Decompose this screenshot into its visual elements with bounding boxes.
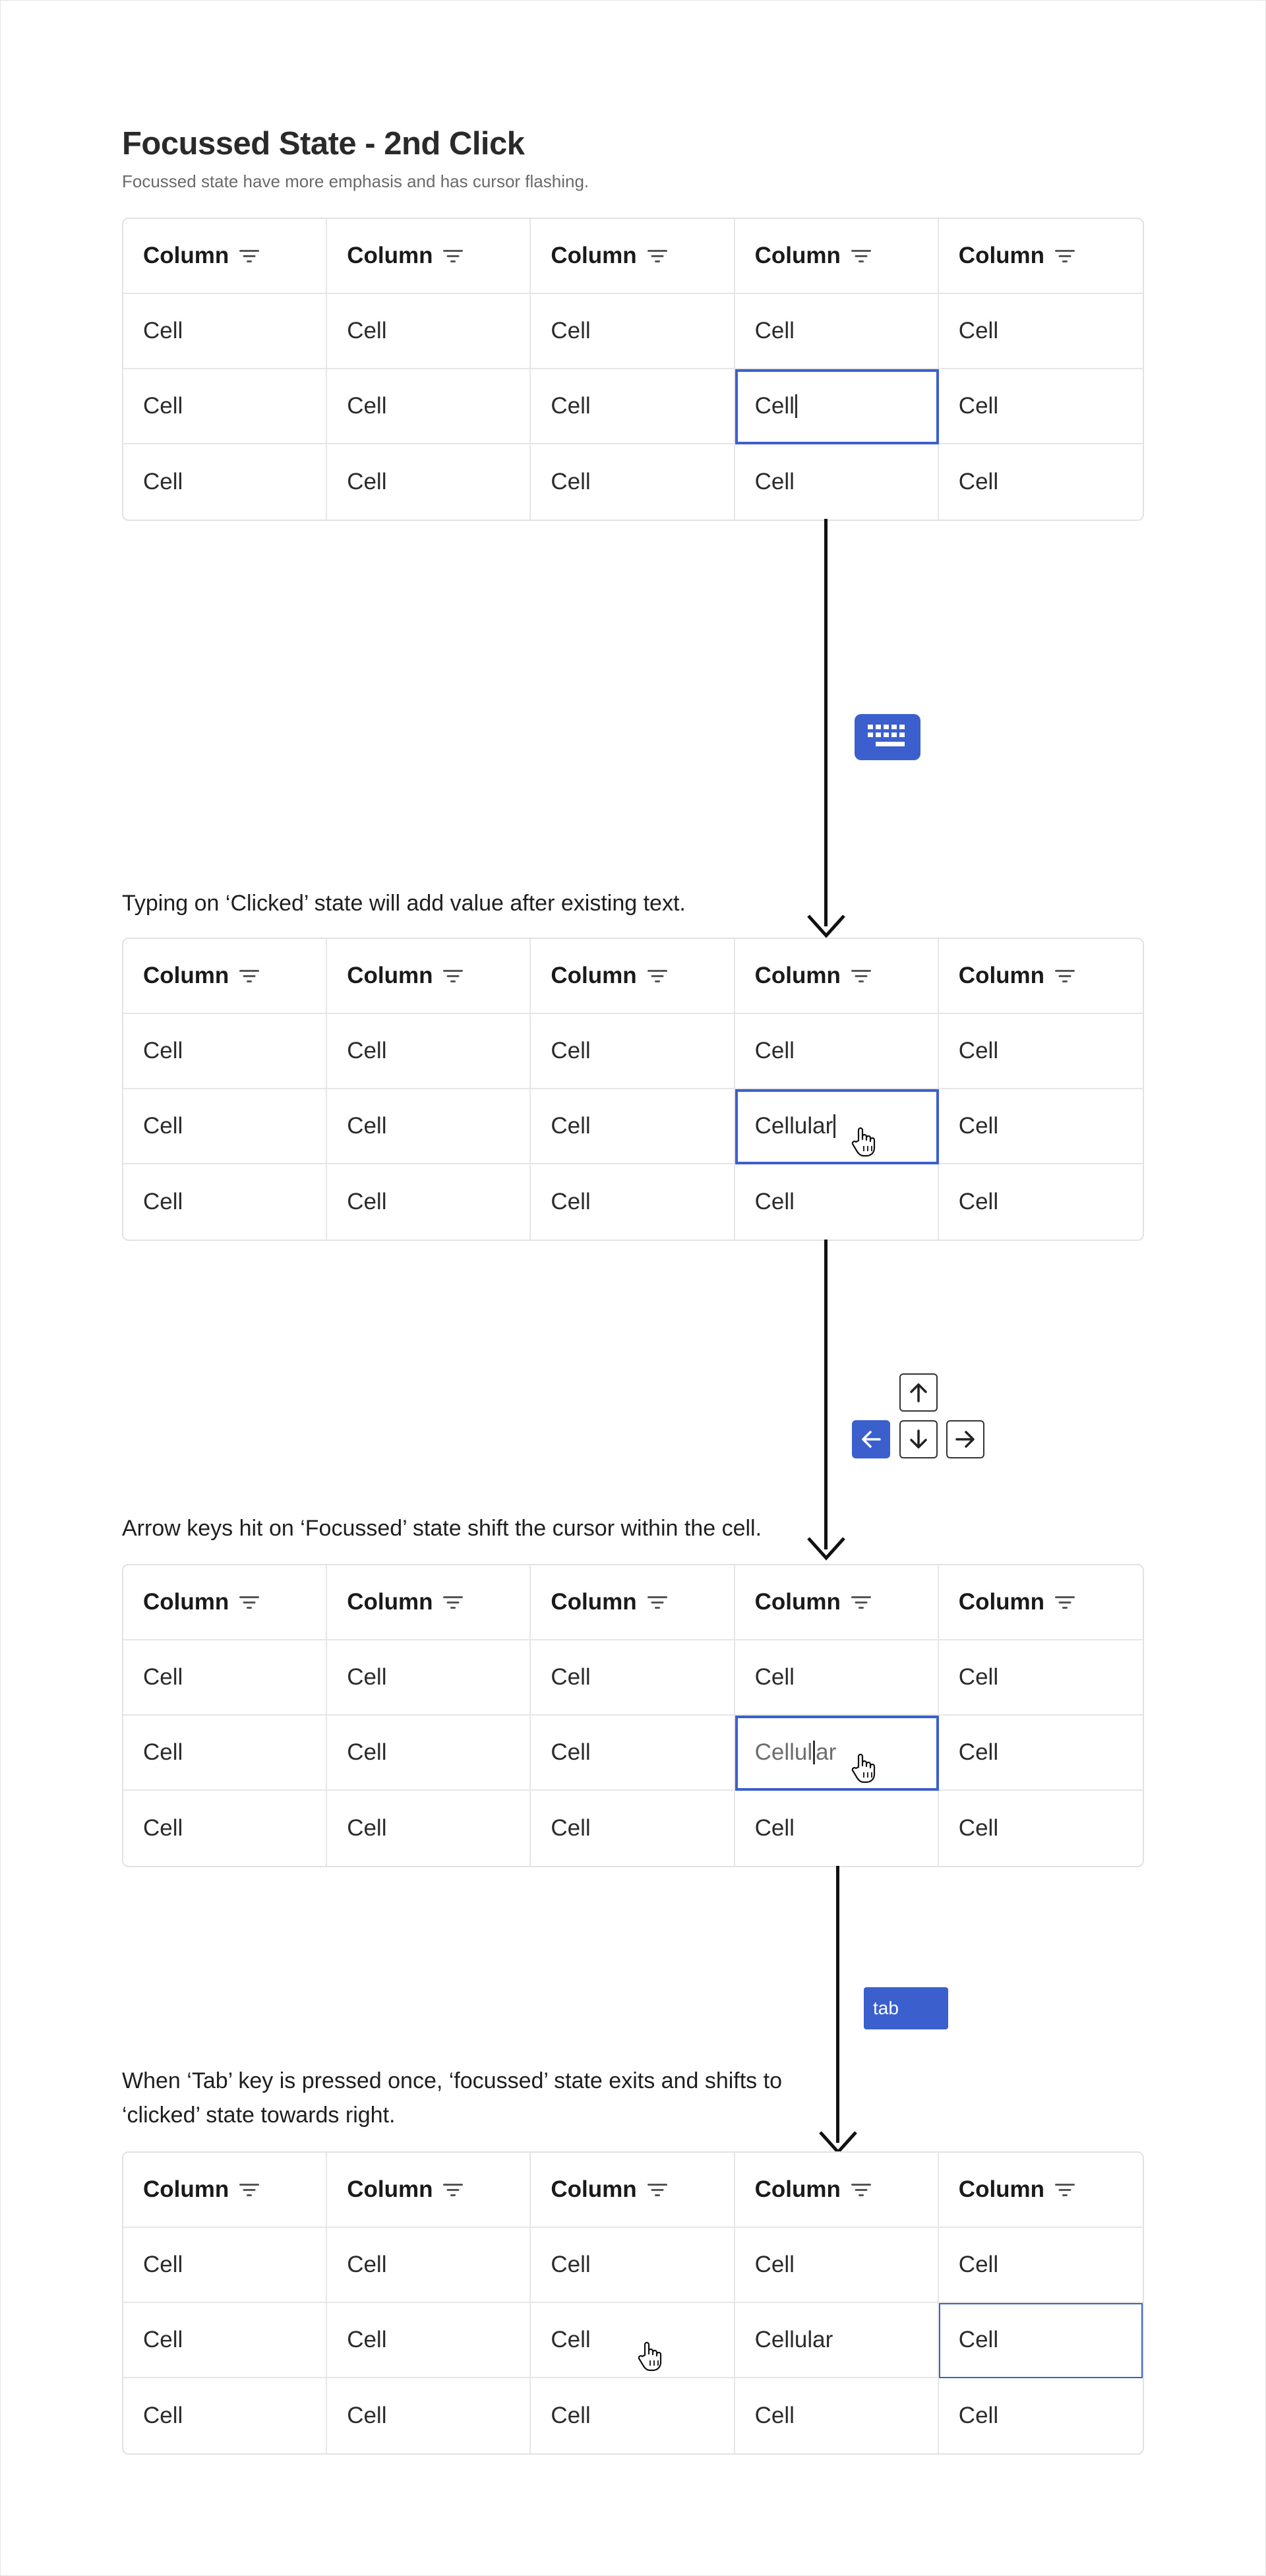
table-cell[interactable] [327, 369, 531, 444]
cell-text: Cell [143, 393, 183, 419]
column-header-label: Column [347, 1589, 433, 1615]
table-cell[interactable] [327, 1164, 531, 1240]
caption-typing: Typing on ‘Clicked’ state will add value after existing text. [122, 891, 686, 916]
filter-icon[interactable] [1055, 969, 1075, 982]
flow-arrow-line [824, 519, 828, 926]
cell-text: Cell [551, 2403, 591, 2428]
cell-text: Cell [551, 393, 591, 419]
arrow-left-key-icon [852, 1420, 890, 1458]
table-cell-selected[interactable] [939, 2303, 1143, 2378]
page-subtitle: Focussed state have more emphasis and has cursor flashing. [122, 171, 589, 191]
table-cell[interactable] [735, 1791, 939, 1866]
cell-text: Cell [551, 1739, 591, 1765]
column-header-label: Column [754, 2176, 841, 2202]
cell-text: Cell [143, 1739, 183, 1765]
cell-text: Cellular [754, 1113, 833, 1139]
cell-text: Cell [754, 393, 795, 419]
table-cell[interactable] [939, 1089, 1143, 1164]
table-cell[interactable] [939, 444, 1143, 520]
filter-icon[interactable] [851, 1596, 871, 1609]
column-header[interactable] [123, 219, 327, 294]
table-cell[interactable] [735, 444, 939, 520]
cell-text: Cell [143, 1038, 183, 1063]
filter-icon[interactable] [443, 969, 463, 982]
table-cell[interactable] [735, 2303, 939, 2378]
cell-text: Cell [754, 1815, 795, 1841]
flow-arrow-line [824, 1240, 828, 1549]
cell-text: Cell [551, 2252, 591, 2277]
table-cell[interactable] [327, 1716, 531, 1791]
column-header-label: Column [551, 963, 637, 988]
table-cell[interactable] [939, 2228, 1143, 2303]
table-cell[interactable] [939, 2378, 1143, 2453]
cell-text: Cell [347, 393, 387, 419]
filter-icon[interactable] [648, 249, 667, 262]
cell-text: Cell [347, 2252, 387, 2277]
hand-pointer-icon [637, 2341, 663, 2372]
cell-text: Cell [754, 2252, 795, 2277]
column-header-label: Column [754, 243, 841, 268]
filter-icon[interactable] [239, 969, 259, 982]
cell-text: Cell [958, 2252, 999, 2277]
cell-text: Cell [958, 318, 999, 344]
cell-text: Cell [551, 1189, 591, 1214]
cell-text: Cell [754, 1189, 795, 1214]
cell-text: Cell [754, 1038, 795, 1063]
cell-text: Cell [143, 2252, 183, 2277]
cell-text: Cell [143, 2403, 183, 2428]
column-header[interactable] [939, 219, 1143, 294]
cell-text: Cell [347, 1038, 387, 1063]
cell-text: Cell [143, 1815, 183, 1841]
table-cell[interactable] [735, 294, 939, 369]
column-header[interactable] [327, 2153, 531, 2228]
filter-icon[interactable] [1055, 249, 1075, 262]
cell-text: Cell [347, 1189, 387, 1214]
cell-text: Cell [958, 1739, 999, 1765]
column-header-label: Column [958, 243, 1045, 268]
filter-icon[interactable] [851, 2183, 871, 2196]
column-header[interactable] [735, 219, 939, 294]
data-table-typing [122, 938, 1144, 1241]
cell-text: Cell [754, 469, 795, 494]
table-cell[interactable] [123, 1640, 327, 1716]
table-cell[interactable] [735, 2378, 939, 2453]
caption-tab: When ‘Tab’ key is pressed once, ‘focussed’ state exits and shifts to ‘clicked’ state towards right. [122, 2068, 782, 2128]
table-cell[interactable] [123, 1164, 327, 1240]
cell-text: Cell [958, 1038, 999, 1063]
data-table-tab [122, 2151, 1144, 2455]
filter-icon[interactable] [443, 1596, 463, 1609]
table-cell[interactable] [531, 1640, 735, 1716]
flow-arrow-line [836, 1866, 839, 2143]
text-cursor [833, 1114, 835, 1138]
cell-text: Cell [551, 1664, 591, 1690]
column-header-label: Column [143, 2176, 229, 2202]
column-header-label: Column [958, 1589, 1045, 1615]
text-cursor [795, 394, 797, 418]
table-cell[interactable] [531, 2303, 735, 2378]
cell-text: Cell [958, 1664, 999, 1690]
column-header[interactable] [123, 939, 327, 1014]
column-header[interactable] [123, 1565, 327, 1640]
filter-icon[interactable] [1055, 2183, 1075, 2196]
table-cell[interactable] [939, 294, 1143, 369]
table-cell[interactable] [123, 1791, 327, 1866]
table-cell[interactable] [123, 2303, 327, 2378]
cell-text: Cell [754, 1664, 795, 1690]
column-header-label: Column [347, 963, 433, 988]
cell-text: Cell [143, 1113, 183, 1139]
cell-text: Cell [958, 469, 999, 494]
table-cell[interactable] [531, 444, 735, 520]
cell-text: Cell [143, 469, 183, 494]
column-header[interactable] [735, 1565, 939, 1640]
cell-text: Cell [754, 2403, 795, 2428]
filter-icon[interactable] [648, 1596, 667, 1609]
filter-icon[interactable] [648, 2183, 667, 2196]
cell-text: Cell [958, 2327, 999, 2352]
column-header-label: Column [347, 243, 433, 268]
column-header[interactable] [531, 939, 735, 1014]
table-cell[interactable] [939, 369, 1143, 444]
filter-icon[interactable] [1055, 1596, 1075, 1609]
table-cell[interactable] [123, 294, 327, 369]
table-cell[interactable] [735, 1640, 939, 1716]
cell-text: Cell [347, 1739, 387, 1765]
cell-text: Cell [958, 1113, 999, 1139]
column-header-label: Column [143, 963, 229, 988]
table-cell[interactable] [327, 2228, 531, 2303]
filter-icon[interactable] [443, 2183, 463, 2196]
data-table-arrows [122, 1564, 1144, 1867]
column-header[interactable] [327, 1565, 531, 1640]
filter-icon[interactable] [239, 249, 259, 262]
table-cell-selected[interactable] [735, 1716, 939, 1791]
table-cell[interactable] [123, 2228, 327, 2303]
table-cell[interactable] [123, 2378, 327, 2453]
arrow-down-key-icon [899, 1420, 938, 1458]
table-cell[interactable] [123, 444, 327, 520]
table-cell[interactable] [123, 369, 327, 444]
table-cell[interactable] [939, 1164, 1143, 1240]
cell-text: Cell [347, 318, 387, 344]
filter-icon[interactable] [648, 969, 667, 982]
column-header-label: Column [551, 243, 637, 268]
column-header-label: Column [958, 963, 1045, 988]
cell-text: Cell [958, 1189, 999, 1214]
column-header[interactable] [939, 939, 1143, 1014]
table-cell-selected[interactable] [735, 1089, 939, 1164]
table-cell[interactable] [327, 2303, 531, 2378]
column-header-label: Column [143, 1589, 229, 1615]
table-cell[interactable] [735, 1164, 939, 1240]
table-cell[interactable] [123, 1014, 327, 1089]
cell-text: Cell [958, 393, 999, 419]
cell-text: Cell [347, 1113, 387, 1139]
table-cell[interactable] [939, 1716, 1143, 1791]
page-title: Focussed State - 2nd Click [122, 126, 525, 162]
cell-text: Cell [551, 2327, 591, 2352]
column-header-label: Column [143, 243, 229, 268]
cell-text: Cell [347, 469, 387, 494]
cell-text: Cell [551, 1038, 591, 1063]
table-cell[interactable] [327, 444, 531, 520]
cell-text: Cell [347, 1815, 387, 1841]
table-cell[interactable] [735, 2228, 939, 2303]
table-cell[interactable] [327, 1089, 531, 1164]
table-cell[interactable] [531, 2378, 735, 2453]
text-cursor [813, 1741, 815, 1764]
table-cell[interactable] [939, 1791, 1143, 1866]
column-header-label: Column [958, 2176, 1045, 2202]
cell-text: Cell [551, 1815, 591, 1841]
table-cell[interactable] [327, 294, 531, 369]
cell-text: Cell [551, 1113, 591, 1139]
cell-text: Cell [143, 1189, 183, 1214]
table-cell[interactable] [531, 294, 735, 369]
table-cell[interactable] [939, 1014, 1143, 1089]
cell-text: Cell [958, 1815, 999, 1841]
keyboard-icon [855, 714, 920, 760]
column-header[interactable] [939, 2153, 1143, 2228]
cell-text: Cell [347, 2403, 387, 2428]
table-cell[interactable] [531, 1791, 735, 1866]
table-cell[interactable] [531, 1716, 735, 1791]
column-header[interactable] [735, 2153, 939, 2228]
cell-text: Cell [754, 318, 795, 344]
filter-icon[interactable] [443, 249, 463, 262]
table-cell[interactable] [531, 1164, 735, 1240]
cell-text: Cell [347, 2327, 387, 2352]
column-header[interactable] [735, 939, 939, 1014]
cell-text-after-cursor: ar [816, 1739, 837, 1765]
column-header-label: Column [754, 963, 841, 988]
column-header[interactable] [531, 2153, 735, 2228]
table-cell[interactable] [123, 1716, 327, 1791]
cell-text: Cell [347, 1664, 387, 1690]
table-cell[interactable] [939, 1640, 1143, 1716]
cell-text: Cell [551, 318, 591, 344]
table-cell[interactable] [327, 1640, 531, 1716]
table-cell[interactable] [327, 1014, 531, 1089]
caption-arrows: Arrow keys hit on ‘Focussed’ state shift the cursor within the cell. [122, 1516, 762, 1541]
tab-key-icon: tab [864, 1987, 948, 2029]
column-header[interactable] [327, 939, 531, 1014]
table-cell[interactable] [123, 1089, 327, 1164]
filter-icon[interactable] [239, 2183, 259, 2196]
table-cell[interactable] [531, 1014, 735, 1089]
cell-text: Cell [551, 469, 591, 494]
arrow-right-key-icon [946, 1420, 984, 1458]
column-header[interactable] [531, 219, 735, 294]
table-cell[interactable] [327, 1791, 531, 1866]
table-cell[interactable] [327, 2378, 531, 2453]
column-header[interactable] [123, 2153, 327, 2228]
column-header[interactable] [327, 219, 531, 294]
filter-icon[interactable] [851, 249, 871, 262]
table-cell[interactable] [531, 1089, 735, 1164]
column-header-label: Column [551, 1589, 637, 1615]
filter-icon[interactable] [851, 969, 871, 982]
hand-pointer-icon [851, 1126, 877, 1158]
table-cell[interactable] [531, 369, 735, 444]
column-header-label: Column [551, 2176, 637, 2202]
arrow-up-key-icon [899, 1373, 938, 1412]
cell-text: Cellular [754, 2327, 833, 2352]
data-table-focussed [122, 218, 1144, 521]
column-header[interactable] [939, 1565, 1143, 1640]
column-header-label: Column [754, 1589, 841, 1615]
column-header-label: Column [347, 2176, 433, 2202]
table-cell-selected[interactable] [735, 369, 939, 444]
cell-text: Cell [958, 2403, 999, 2428]
column-header[interactable] [531, 1565, 735, 1640]
hand-pointer-icon [851, 1752, 877, 1784]
filter-icon[interactable] [239, 1596, 259, 1609]
cell-text: Cell [143, 2327, 183, 2352]
table-cell[interactable] [735, 1014, 939, 1089]
cell-text-before-cursor: Cellul [754, 1739, 813, 1765]
table-cell[interactable] [531, 2228, 735, 2303]
cell-text: Cell [143, 1664, 183, 1690]
cell-text: Cell [143, 318, 183, 344]
